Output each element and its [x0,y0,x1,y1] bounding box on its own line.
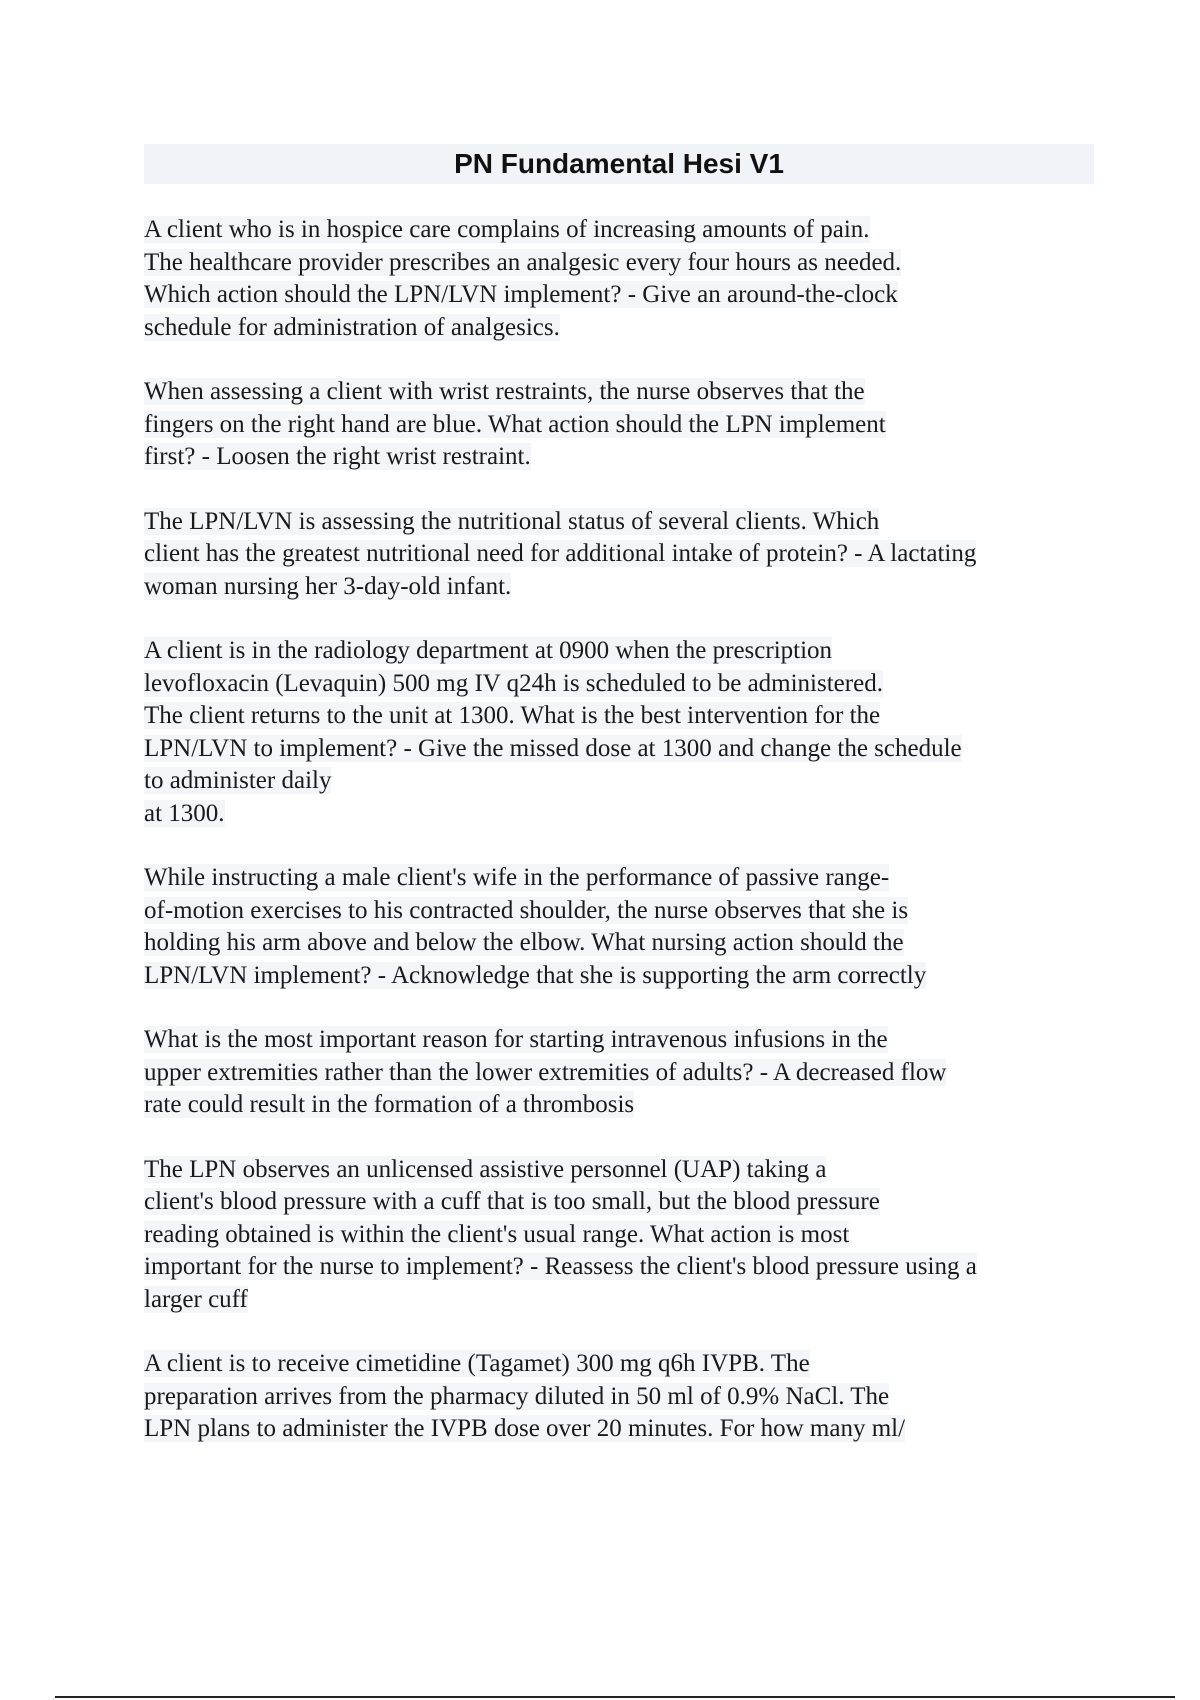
question-line [144,895,1104,928]
question-line-text: The LPN/LVN is assessing the nutritional status of several clients. Which [144,507,880,535]
page-title: PN Fundamental Hesi V1 [454,148,784,179]
question-line [144,1348,1104,1381]
question-line [144,1284,1104,1317]
question-block [144,214,1104,344]
question-line [144,376,1104,409]
question-line [144,247,1104,280]
question-line-text: first? - Loosen the right wrist restraint. [144,443,531,470]
question-line [144,312,1104,345]
question-line-text: Which action should the LPN/LVN implement? - Give an around-the-clock [144,281,898,308]
question-line [144,506,1104,539]
question-line [144,279,1104,312]
question-line-text: client has the greatest nutritional need for additional intake of protein? - A lactating [144,540,977,567]
question-line-text: While instructing a male client's wife in the performance of passive range- [144,864,890,891]
question-line [144,798,1104,831]
question-line-text: schedule for administration of analgesics. [144,313,560,341]
question-line-text: A client is to receive cimetidine (Tagamet) 300 mg q6h IVPB. The [144,1350,810,1377]
question-line [144,1154,1104,1187]
question-line [144,1186,1104,1219]
question-block [144,1348,1104,1446]
question-line [144,1251,1104,1284]
question-line-text: reading obtained is within the client's usual range. What action is most [144,1220,850,1248]
question-line-text: When assessing a client with wrist restraints, the nurse observes that the [144,378,865,405]
question-line [144,1089,1104,1122]
question-block [144,635,1104,830]
question-line-text: at 1300. [144,799,225,827]
question-line-text: What is the most important reason for starting intravenous infusions in the [144,1026,888,1053]
question-block [144,506,1104,604]
question-line-text: LPN/LVN to implement? - Give the missed dose at 1300 and change the schedule [144,734,962,762]
question-line [144,571,1104,604]
question-block [144,1154,1104,1317]
question-line-text: LPN/LVN implement? - Acknowledge that she is supporting the arm correctly [144,961,927,989]
question-line-text: rate could result in the formation of a thrombosis [144,1091,635,1118]
question-line-text: The healthcare provider prescribes an analgesic every four hours as needed. [144,248,902,276]
question-line-text: larger cuff [144,1285,248,1313]
question-line-text: A client who is in hospice care complains of increasing amounts of pain. [144,216,870,243]
question-line [144,668,1104,701]
question-line [144,538,1104,571]
question-line [144,409,1104,442]
question-line [144,1381,1104,1414]
question-line [144,214,1104,247]
question-line-text: levofloxacin (Levaquin) 500 mg IV q24h is scheduled to be administered. [144,669,883,697]
question-line [144,1024,1104,1057]
question-line-text: client's blood pressure with a cuff that is too small, but the blood pressure [144,1188,880,1215]
question-block [144,862,1104,992]
question-line [144,862,1104,895]
title-bar [144,144,1094,184]
question-line [144,1413,1104,1446]
question-block [144,376,1104,474]
question-line [144,960,1104,993]
question-block [144,1024,1104,1122]
question-line-text: to administer daily [144,767,332,794]
question-line-text: A client is in the radiology department at 0900 when the prescription [144,637,833,664]
question-line-text: LPN plans to administer the IVPB dose over 20 minutes. For how many ml/ [144,1415,906,1442]
question-line-text: important for the nurse to implement? - Reassess the client's blood pressure using a [144,1253,977,1280]
footer-divider [55,1696,1175,1698]
question-list [144,214,1104,1478]
question-line [144,1219,1104,1252]
question-line [144,700,1104,733]
question-line [144,765,1104,798]
question-line [144,733,1104,766]
question-line [144,1057,1104,1090]
question-line [144,635,1104,668]
question-line-text: fingers on the right hand are blue. What action should the LPN implement [144,410,886,438]
question-line-text: woman nursing her 3-day-old infant. [144,572,512,600]
question-line [144,927,1104,960]
question-line-text: The client returns to the unit at 1300. What is the best intervention for the [144,702,881,729]
question-line-text: upper extremities rather than the lower extremities of adults? - A decreased flow [144,1058,947,1086]
question-line-text: of-motion exercises to his contracted shoulder, the nurse observes that she is [144,896,909,924]
question-line-text: holding his arm above and below the elbow. What nursing action should the [144,929,904,956]
question-line [144,441,1104,474]
question-line-text: The LPN observes an unlicensed assistive personnel (UAP) taking a [144,1155,827,1183]
question-line-text: preparation arrives from the pharmacy diluted in 50 ml of 0.9% NaCl. The [144,1382,890,1410]
